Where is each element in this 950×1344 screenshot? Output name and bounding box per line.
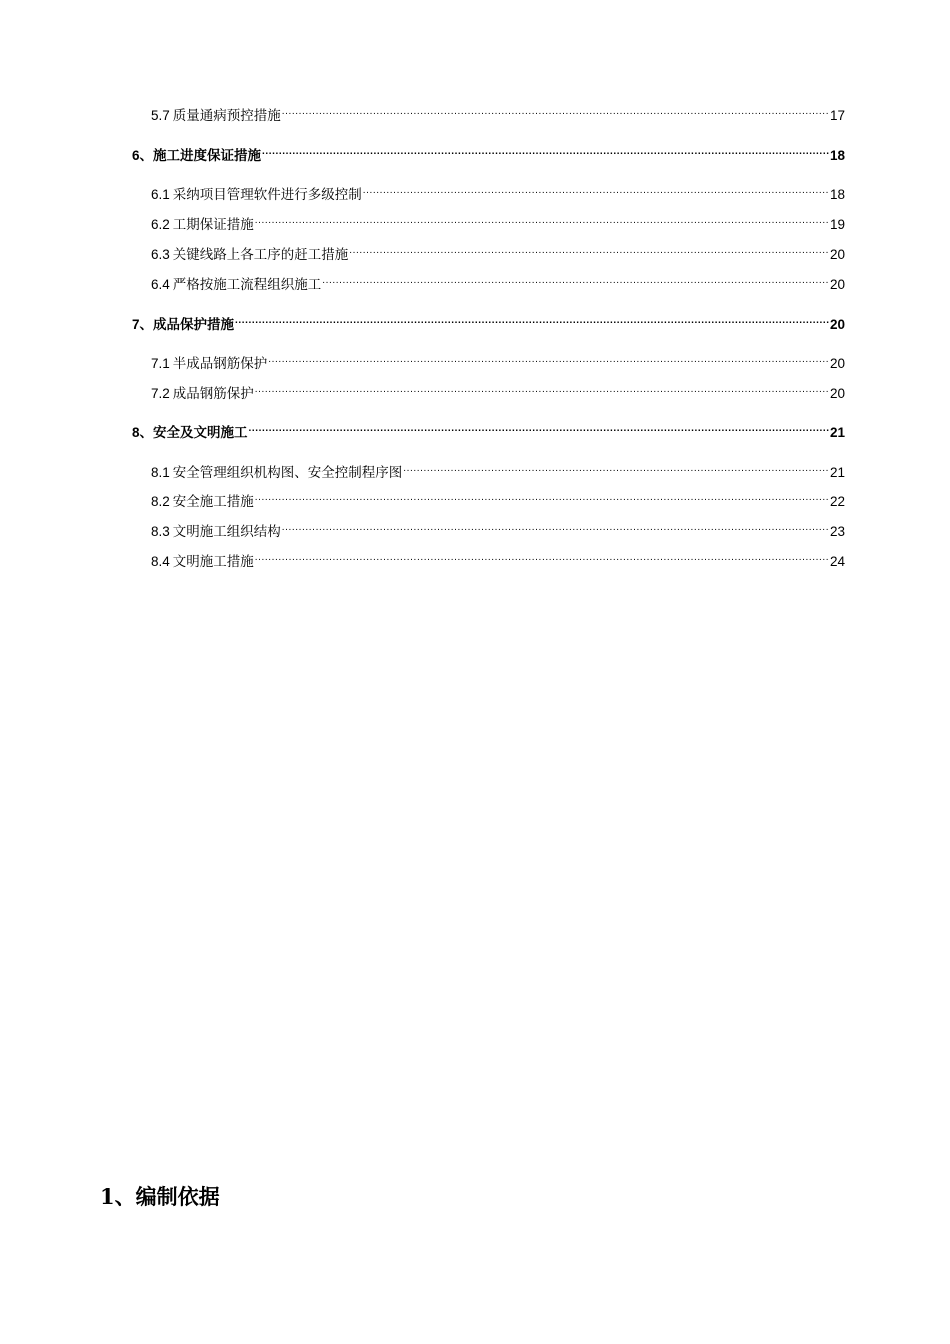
- toc-entry-title: 严格按施工流程组织施工: [172, 277, 322, 292]
- toc-dot-leader: [255, 209, 829, 229]
- toc-entry-number: 8.1: [151, 465, 170, 480]
- toc-entry-page: 20: [829, 317, 845, 332]
- toc-entry-page: 24: [829, 554, 845, 569]
- toc-entry-number: 8.3: [151, 524, 170, 539]
- toc-entry-title: 工期保证措施: [172, 217, 254, 232]
- toc-entry-page: 21: [829, 465, 845, 480]
- toc-entry-6-3[interactable]: [151, 239, 845, 262]
- section-heading: 1、编制依据: [100, 1184, 220, 1209]
- toc-entry-8-2[interactable]: [151, 486, 845, 509]
- toc-entry-title: 成品保护措施: [153, 317, 235, 332]
- toc-entry-title: 采纳项目管理软件进行多级控制: [172, 187, 362, 202]
- toc-entry-page: 21: [829, 425, 845, 440]
- toc-entry-number: 8.4: [151, 554, 170, 569]
- toc-entry-title: 文明施工组织结构: [172, 524, 281, 539]
- toc-entry-title: 安全管理组织机构图、安全控制程序图: [172, 465, 403, 480]
- toc-entry-number: 8、: [132, 425, 154, 440]
- toc-entry-page: 17: [829, 108, 845, 123]
- toc-entry-page: 20: [829, 247, 845, 262]
- toc-entry-5-7[interactable]: [151, 100, 845, 123]
- toc-entry-title: 关键线路上各工序的赶工措施: [172, 247, 349, 262]
- toc-entry-number: 7.2: [151, 386, 170, 401]
- toc-entry-title: 文明施工措施: [172, 554, 254, 569]
- toc-dot-leader: [255, 486, 829, 506]
- toc-entry-6-1[interactable]: [151, 179, 845, 202]
- toc-entry-8[interactable]: [132, 417, 845, 440]
- toc-entry-number: 5.7: [151, 108, 170, 123]
- toc-entry-page: 20: [829, 356, 845, 371]
- toc-entry-8-3[interactable]: [151, 516, 845, 539]
- toc-entry-title: 质量通病预控措施: [172, 108, 281, 123]
- toc-dot-leader: [282, 516, 829, 536]
- toc-dot-leader: [282, 100, 829, 120]
- toc-dot-leader: [255, 546, 829, 566]
- toc-entry-8-1[interactable]: [151, 457, 845, 480]
- toc-entry-number: 7、: [132, 317, 154, 332]
- toc-dot-leader: [262, 140, 829, 160]
- toc-entry-page: 23: [829, 524, 845, 539]
- toc-entry-page: 18: [829, 187, 845, 202]
- toc-entry-number: 6.3: [151, 247, 170, 262]
- toc-entry-number: 6、: [132, 148, 154, 163]
- toc-entry-title: 成品钢筋保护: [172, 386, 254, 401]
- toc-entry-page: 20: [829, 277, 845, 292]
- toc-entry-7-1[interactable]: [151, 348, 845, 371]
- toc-entry-6-2[interactable]: [151, 209, 845, 232]
- toc-dot-leader: [235, 309, 829, 329]
- toc-entry-number: 7.1: [151, 356, 170, 371]
- toc-entry-title: 安全施工措施: [172, 494, 254, 509]
- toc-entry-number: 6.4: [151, 277, 170, 292]
- toc-entry-7[interactable]: [132, 309, 845, 332]
- toc-entry-number: 6.1: [151, 187, 170, 202]
- toc-dot-leader: [255, 378, 829, 398]
- toc-dot-leader: [363, 179, 829, 199]
- toc-entry-page: 19: [829, 217, 845, 232]
- toc-entry-page: 18: [829, 148, 845, 163]
- toc-entry-page: 20: [829, 386, 845, 401]
- toc-entry-6-4[interactable]: [151, 269, 845, 292]
- toc-dot-leader: [403, 457, 829, 477]
- toc-dot-leader: [268, 348, 829, 368]
- toc-entry-number: 6.2: [151, 217, 170, 232]
- toc-entry-page: 22: [829, 494, 845, 509]
- toc-entry-8-4[interactable]: [151, 546, 845, 569]
- toc-dot-leader: [349, 239, 829, 259]
- toc-entry-title: 半成品钢筋保护: [172, 356, 268, 371]
- toc-entry-title: 施工进度保证措施: [153, 148, 262, 163]
- toc-entry-6[interactable]: [132, 140, 845, 163]
- toc-dot-leader: [249, 417, 829, 437]
- toc-entry-number: 8.2: [151, 494, 170, 509]
- toc-dot-leader: [322, 269, 829, 289]
- toc-entry-7-2[interactable]: [151, 378, 845, 401]
- toc-entry-title: 安全及文明施工: [153, 425, 248, 440]
